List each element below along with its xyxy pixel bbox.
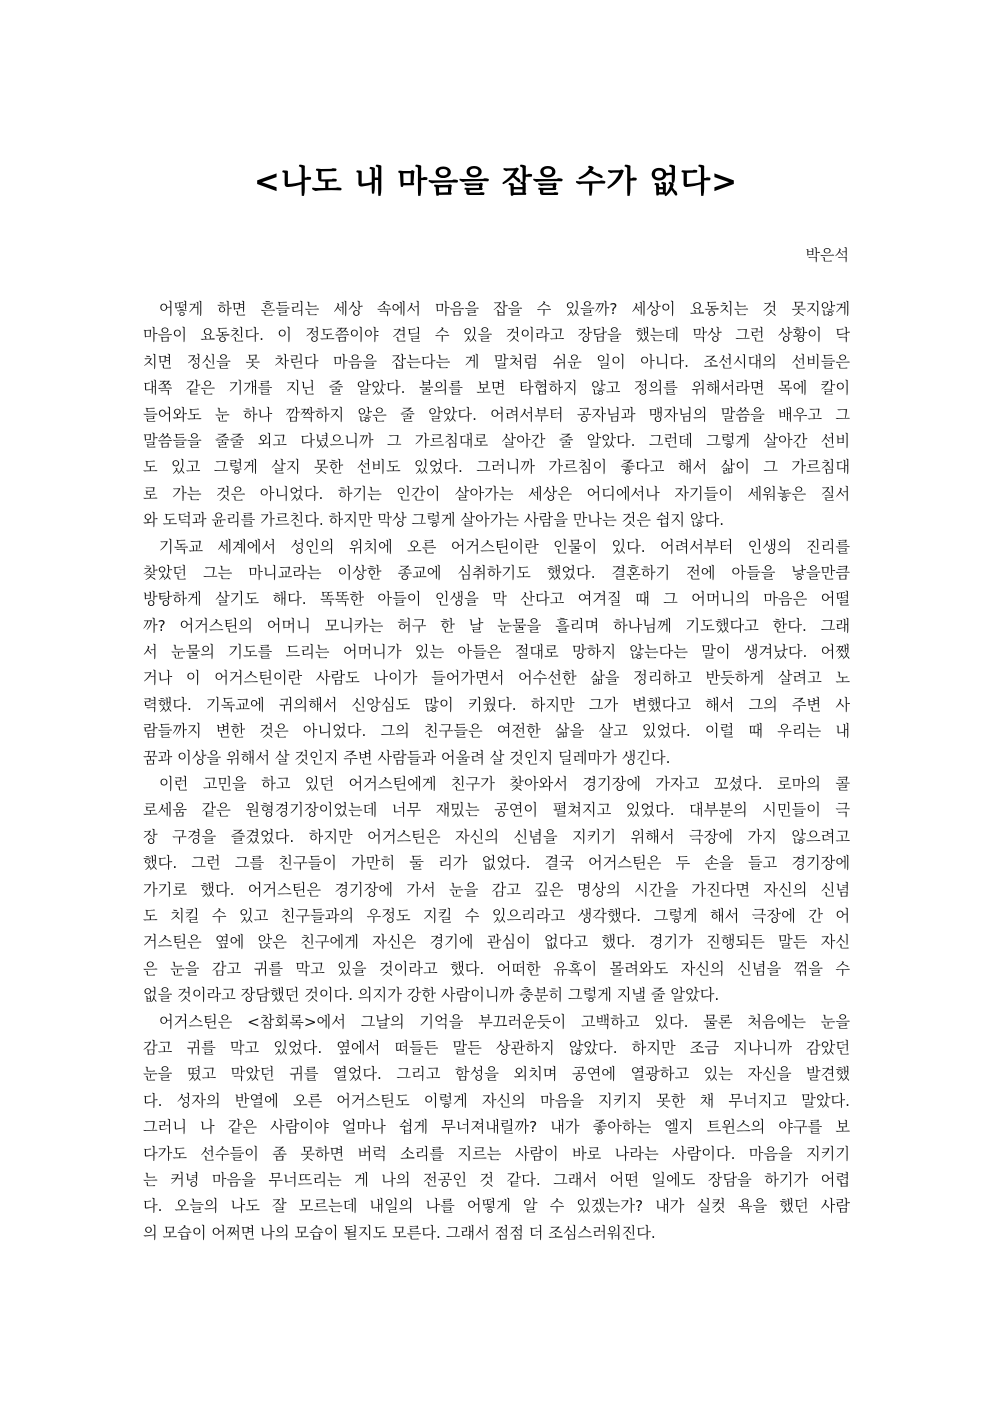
paragraph-line: 꿈과 이상을 위해서 살 것인지 주변 사람들과 어울려 살 것인지 딜레마가 생긴다. xyxy=(143,748,671,767)
paragraph-line: 은 눈을 감고 귀를 막고 있을 것이라고 했다. 어떠한 유혹이 몰려와도 자신의 신념을 꺾을 수 xyxy=(143,959,850,978)
paragraph-line: 력했다. 기독교에 귀의해서 신앙심도 많이 키웠다. 하지만 그가 변했다고 해서 그의 주변 사 xyxy=(143,695,850,714)
paragraph-line: 다. 성자의 반열에 오른 어거스틴도 이렇게 자신의 마음을 지키지 못한 채 무너지고 말았다. xyxy=(143,1091,850,1110)
paragraph-line: 찾았던 그는 마니교라는 이상한 종교에 심취하기도 했었다. 결혼하기 전에 아들을 낳을만큼 xyxy=(143,563,850,582)
paragraph xyxy=(143,296,850,534)
paragraph xyxy=(143,1009,850,1247)
paragraph-line: 마음이 요동친다. 이 정도쯤이야 견딜 수 있을 것이라고 장담을 했는데 막상 그런 상황이 닥 xyxy=(143,326,850,345)
paragraph-line: 서 눈물의 기도를 드리는 어머니가 있는 아들은 절대로 망하지 않는다는 말이 생겨났다. 어쨌 xyxy=(143,643,850,662)
paragraph-line: 말씀들을 줄줄 외고 다녔으니까 그 가르침대로 살아간 줄 알았다. 그런데 그렇게 살아간 선비 xyxy=(143,431,850,450)
paragraph-line: 다가도 선수들이 좀 못하면 버럭 소리를 지르는 사람이 바로 나라는 사람이다. 마음을 지키기 xyxy=(143,1144,850,1163)
paragraph-line: 람들까지 변한 것은 아니었다. 그의 친구들은 여전한 삶을 살고 있었다. 이럴 때 우리는 내 xyxy=(143,722,850,741)
paragraph-line: 다. 오늘의 나도 잘 모르는데 내일의 나를 어떻게 알 수 있겠는가? 내가 실컷 욕을 했던 사람 xyxy=(143,1197,850,1216)
paragraph-line: 감고 귀를 막고 있었다. 옆에서 떠들든 말든 상관하지 않았다. 하지만 조금 지나니까 감았던 xyxy=(143,1038,850,1057)
paragraph xyxy=(143,534,850,772)
paragraph-line: 거나 이 어거스틴이란 사람도 나이가 들어가면서 어수선한 삶을 정리하고 반듯하게 살려고 노 xyxy=(143,669,850,688)
document-title: <나도 내 마음을 잡을 수가 없다> xyxy=(253,164,739,200)
paragraph-line: 들어와도 눈 하나 깜짝하지 않은 줄 알았다. 어려서부터 공자님과 맹자님의 말씀을 배우고 그 xyxy=(143,405,850,424)
paragraph-line: 방탕하게 살기도 해다. 똑똑한 아들이 인생을 막 산다고 여겨질 때 그 어머니의 마음은 어떨 xyxy=(143,590,850,609)
paragraph-line: 와 도덕과 윤리를 가르친다. 하지만 막상 그렇게 살아가는 사람을 만나는 것은 쉽지 않다. xyxy=(143,511,725,530)
paragraph-line: 어거스틴은 <참회록>에서 그날의 기억을 부끄러운듯이 고백하고 있다. 물론 처음에는 눈을 xyxy=(159,1012,850,1031)
author-name: 박은석 xyxy=(805,246,849,264)
paragraph-line: 의 모습이 어쩌면 나의 모습이 될지도 모른다. 그래서 점점 더 조심스러워진다. xyxy=(143,1223,656,1242)
paragraph-line: 거스틴은 옆에 앉은 친구에게 자신은 경기에 관심이 없다고 했다. 경기가 진행되든 말든 자신 xyxy=(143,933,850,952)
document-body xyxy=(143,296,850,1246)
paragraph-line: 했다. 그런 그를 친구들이 가만히 둘 리가 없었다. 결국 어거스틴은 두 손을 들고 경기장에 xyxy=(143,854,850,873)
paragraph-line: 가기로 했다. 어거스틴은 경기장에 가서 눈을 감고 깊은 명상의 시간을 가진다면 자신의 신념 xyxy=(143,880,850,899)
paragraph-line: 도 있고 그렇게 살지 못한 선비도 있었다. 그러니까 가르침이 좋다고 해서 삶이 그 가르침대 xyxy=(143,458,850,477)
paragraph xyxy=(143,771,850,1009)
paragraph-line: 도 치킬 수 있고 친구들과의 우정도 지킬 수 있으리라고 생각했다. 그렇게 해서 극장에 간 어 xyxy=(143,906,850,925)
paragraph-line: 로 가는 것은 아니었다. 하기는 인간이 살아가는 세상은 어디에서나 자기들이 세워놓은 질서 xyxy=(143,484,850,503)
paragraph-line: 는 커녕 마음을 무너뜨리는 게 나의 전공인 것 같다. 그래서 어떤 일에도 장담을 하기가 어렵 xyxy=(143,1170,850,1189)
paragraph-line: 로세움 같은 원형경기장이었는데 너무 재밌는 공연이 펼쳐지고 있었다. 대부분의 시민들이 극 xyxy=(143,801,850,820)
paragraph-line: 이런 고민을 하고 있던 어거스틴에게 친구가 찾아와서 경기장에 가자고 꼬셨다. 로마의 콜 xyxy=(159,775,850,794)
paragraph-line: 까? 어거스틴의 어머니 모니카는 허구 한 날 눈물을 흘리며 하나님께 기도했다고 한다. 그래 xyxy=(143,616,850,635)
paragraph-line: 기독교 세계에서 성인의 위치에 오른 어거스틴이란 인물이 있다. 어려서부터 인생의 진리를 xyxy=(159,537,850,556)
paragraph-line: 어떻게 하면 흔들리는 세상 속에서 마음을 잡을 수 있을까? 세상이 요동치는 것 못지않게 xyxy=(159,300,850,318)
paragraph-line: 눈을 떴고 막았던 귀를 열었다. 그리고 함성을 외치며 공연에 열광하고 있는 자신을 발견했 xyxy=(143,1065,850,1084)
paragraph-line: 없을 것이라고 장담했던 것이다. 의지가 강한 사람이니까 충분히 그렇게 지낼 줄 알았다. xyxy=(143,986,720,1005)
paragraph-line: 그러니 나 같은 사람이야 얼마나 쉽게 무너져내릴까? 내가 좋아하는 엘지 트윈스의 야구를 보 xyxy=(143,1118,850,1137)
paragraph-line: 장 구경을 즐겼었다. 하지만 어거스틴은 자신의 신념을 지키기 위해서 극장에 가지 않으려고 xyxy=(143,827,850,846)
paragraph-line: 치면 정신을 못 차린다 마음을 잡는다는 게 말처럼 쉬운 일이 아니다. 조선시대의 선비들은 xyxy=(143,352,850,371)
paragraph-line: 대쪽 같은 기개를 지닌 줄 알았다. 불의를 보면 타협하지 않고 정의를 위해서라면 목에 칼이 xyxy=(143,379,850,398)
